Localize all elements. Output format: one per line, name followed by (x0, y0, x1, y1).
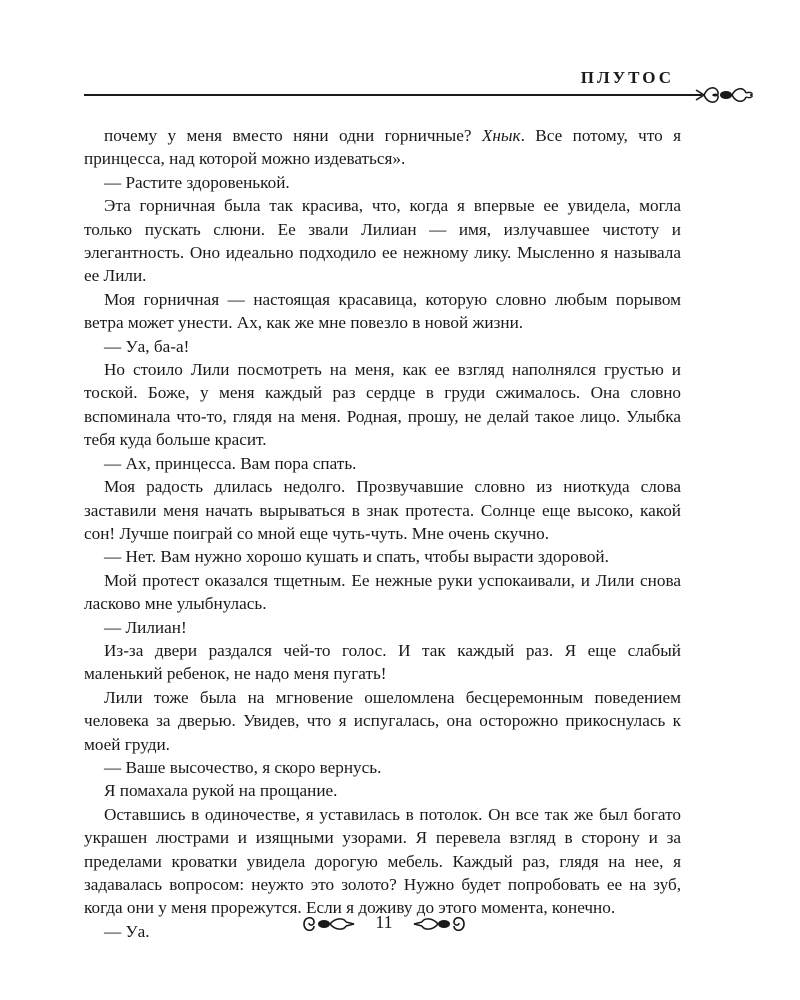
page-header (84, 60, 770, 110)
paragraph: Из-за двери раздался чей-то голос. И так каждый раз. Я еще слабый маленький ребенок, не надо меня пугать! (84, 640, 681, 684)
page-footer (0, 906, 800, 942)
paragraph-text: почему у меня вместо няни одни горничные? (104, 126, 482, 145)
footer-ornament-right-icon (412, 912, 468, 936)
emphasis-text: Хнык (481, 126, 521, 145)
paragraph: — Растите здоровенькой. (104, 172, 290, 192)
header-ornament-icon (688, 82, 758, 108)
paragraph: Оставшись в одиночестве, я уставилась в потолок. Он все так же был богато украшен люстрами и изящными узорами. Я перевела взгляд в сторону и за пределами кроватки увидела дорогую мебель. Каждый раз, глядя на нее, я задавалась вопросом: неужто это золото? Нужно будет попробовать ее на зуб, когда они у меня прорежутся. Если я доживу до этого момента, конечно. (84, 804, 681, 918)
paragraph: Эта горничная была так красива, что, когда я впервые ее увидела, могла только пускать слюни. Ее звали Лилиан — имя, излучавшее чистоту и элегантность. Оно идеально подходило ее нежному лику. Мысленно я называла ее Лили. (84, 196, 681, 286)
paragraph-text: . Все потому, что я принцесса, над которой можно издеваться». (84, 126, 681, 169)
paragraph: Мой протест оказался тщетным. Ее нежные руки успокаивали, и Лили снова ласково мне улыбнулась. (84, 570, 681, 614)
paragraph: — Лилиан! (104, 617, 187, 637)
body-text (84, 124, 681, 943)
running-title: ПЛУТОС (580, 68, 674, 87)
paragraph: — Уа, ба-а! (104, 336, 190, 356)
paragraph: Но стоило Лили посмотреть на меня, как ее взгляд наполнялся грустью и тоской. Боже, у меня каждый раз сердце в груди сжималось. Она словно вспоминала что-то, глядя на меня. Родная, прошу, не делай такое лицо. Улыбка тебя куда больше красит. (84, 360, 681, 450)
header-rule (84, 94, 692, 96)
page-number: 11 (375, 912, 393, 932)
paragraph: — Ах, принцесса. Вам пора спать. (104, 453, 357, 473)
paragraph: — Уа. (104, 921, 150, 941)
footer-ornament-left-icon (300, 912, 356, 936)
paragraph: — Ваше высочество, я скоро вернусь. (104, 757, 382, 777)
paragraph (84, 124, 681, 171)
paragraph: Моя радость длилась недолго. Прозвучавшие словно из ниоткуда слова заставили меня начать вырываться в знак протеста. Солнце еще высоко, какой сон! Лучше поиграй со мной еще чуть-чуть. Мне очень скучно. (84, 477, 681, 543)
paragraph: Лили тоже была на мгновение ошеломлена бесцеремонным поведением человека за дверью. Увидев, что я испугалась, она осторожно прикоснулась к моей груди. (84, 687, 681, 754)
paragraph: — Нет. Вам нужно хорошо кушать и спать, чтобы вырасти здоровой. (104, 547, 609, 567)
paragraph: Я помахала рукой на прощание. (104, 781, 338, 801)
paragraph: Моя горничная — настоящая красавица, которую словно любым порывом ветра может унести. Ах, как же мне повезло в новой жизни. (84, 289, 681, 333)
